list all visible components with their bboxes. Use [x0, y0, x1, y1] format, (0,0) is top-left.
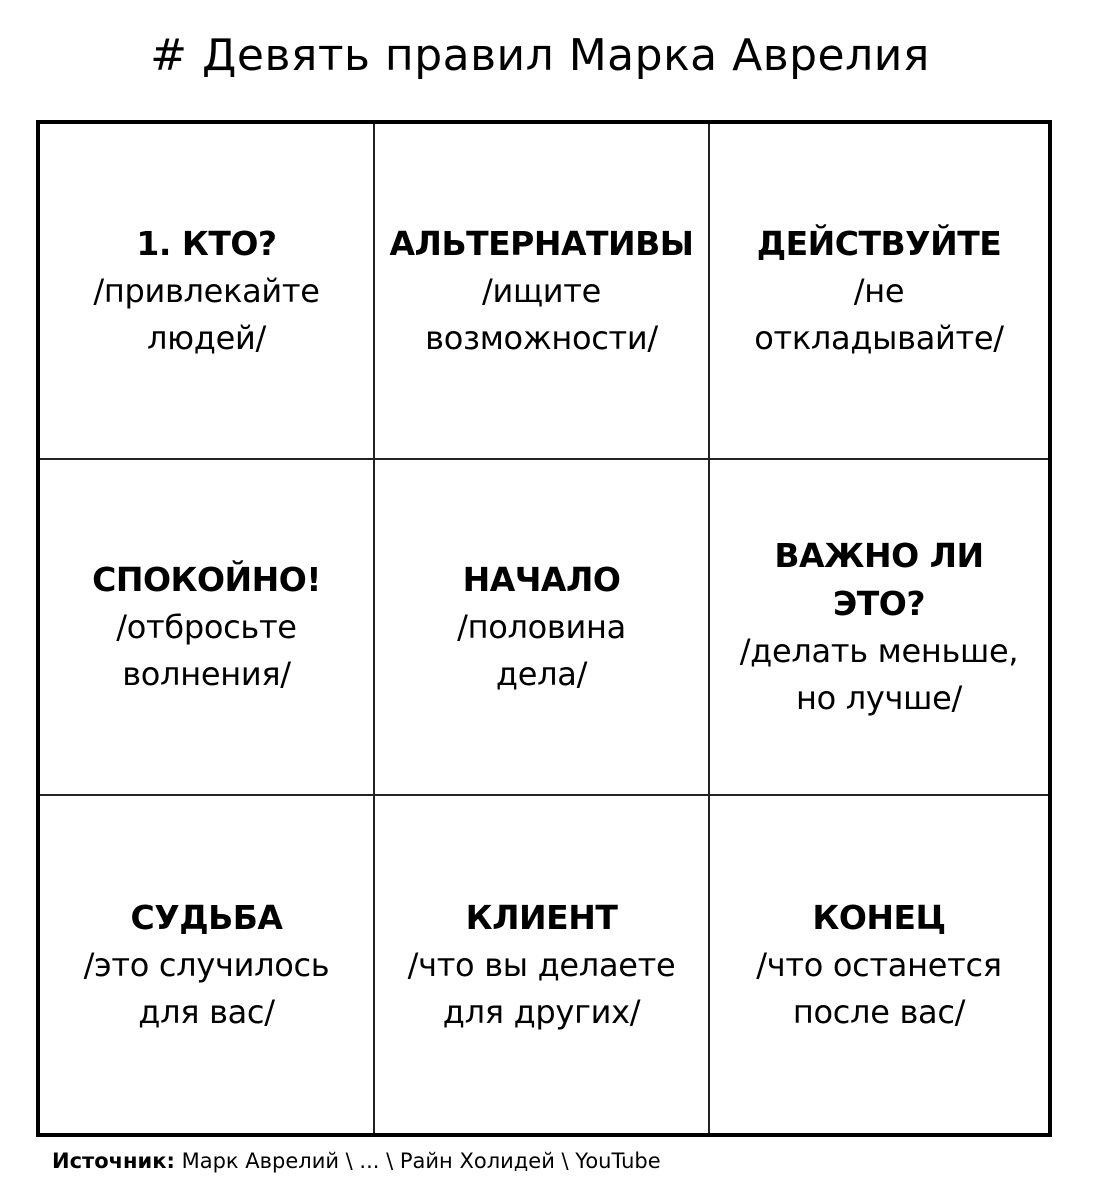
rule-text-line: возможности/ — [425, 319, 658, 357]
rule-text-line: откладывайте/ — [754, 319, 1004, 357]
rule-heading: КЛИЕНТ — [465, 897, 618, 937]
rule-text-line: /отбросьте — [116, 608, 297, 646]
rule-text-line: /делать меньше, — [739, 632, 1019, 670]
rule-heading: КОНЕЦ — [812, 897, 946, 937]
rule-heading: АЛЬТЕРНАТИВЫ — [389, 224, 694, 263]
rule-text-line: /привлекайте — [93, 272, 320, 310]
rule-text-line: /не — [853, 272, 905, 310]
rule-heading: ДЕЙСТВУЙТЕ — [756, 224, 1002, 263]
rule-text-line: /половина — [457, 608, 626, 646]
rule-cell-9 — [710, 796, 1048, 1133]
rule-text-line: после вас/ — [792, 992, 966, 1031]
rule-heading: ВАЖНО ЛИ ЭТО? — [774, 536, 984, 623]
rule-text-line: людей/ — [147, 319, 266, 357]
rule-heading: СПОКОЙНО! — [92, 560, 321, 599]
rule-heading: 1. КТО? — [136, 224, 277, 263]
rule-heading: НАЧАЛО — [462, 560, 621, 599]
page-title: # Девять правил Марка Аврелия — [150, 30, 930, 81]
rule-text-line: /что останется — [756, 945, 1002, 984]
rule-text-line: но лучше/ — [795, 679, 963, 717]
rule-text-line: дела/ — [495, 655, 588, 693]
rule-cell-7 — [40, 796, 375, 1133]
rule-heading: СУДЬБА — [130, 897, 283, 937]
rule-text-line: для других/ — [442, 992, 641, 1031]
rule-cell-6 — [710, 460, 1048, 796]
rule-cell-8 — [375, 796, 710, 1133]
rules-grid — [36, 120, 1052, 1137]
rule-text-line: волнения/ — [122, 655, 291, 693]
rule-cell-1 — [40, 124, 375, 460]
rule-cell-5 — [375, 460, 710, 796]
rule-cell-4 — [40, 460, 375, 796]
source-text: Марк Аврелий \ ... \ Райн Холидей \ YouTube — [181, 1149, 661, 1173]
rule-text-line: /это случилось — [83, 945, 330, 984]
source-caption — [52, 1146, 661, 1176]
rule-cell-3 — [710, 124, 1048, 460]
rule-cell-2 — [375, 124, 710, 460]
rule-text-line: /ищите — [481, 272, 602, 310]
rule-text-line: /что вы делаете — [407, 945, 676, 984]
source-label: Источник: — [52, 1149, 175, 1173]
rule-text-line: для вас/ — [138, 992, 275, 1031]
